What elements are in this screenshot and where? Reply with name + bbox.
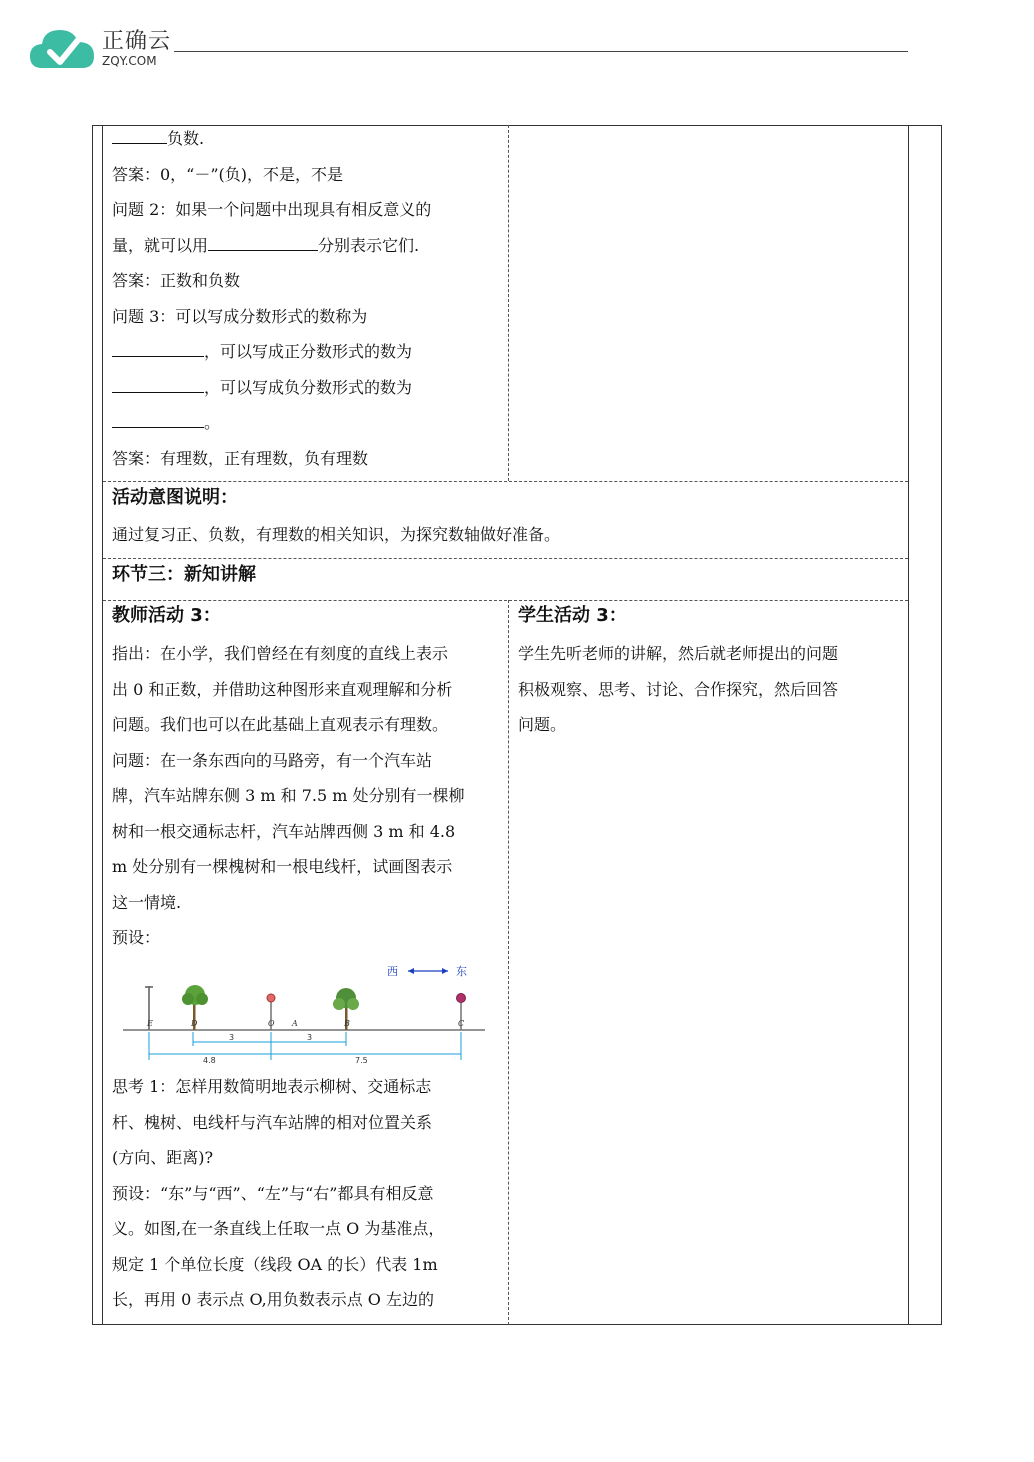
answer-2: 答案：正数和负数: [112, 271, 241, 290]
question-2-line-1: 问题 2：如果一个问题中出现具有相反意义的: [112, 200, 432, 219]
number-line-diagram: [115, 960, 495, 1070]
header-rule: [174, 51, 908, 52]
text-line: 问题。我们也可以在此基础上直观表示有理数。: [112, 715, 449, 734]
top-left-cell: [112, 121, 431, 476]
continued-text: 负数.: [167, 129, 205, 148]
text-line: 预设：“东”与“西”、“左”与“右”都具有相反意: [112, 1183, 434, 1203]
table-inner-left-border: [102, 125, 103, 1325]
text-line: 积极观察、思考、讨论、合作探究，然后回答: [518, 679, 839, 699]
cloud-check-logo-icon: [28, 22, 98, 74]
text-line: 出 0 和正数，并借助这种图形来直观理解和分析: [112, 679, 453, 699]
question-3-line-2: ，可以写成正分数形式的数为: [204, 342, 413, 361]
logo-domain: ZQY.COM: [102, 54, 157, 68]
dimension-label-oc: 7.5: [355, 1056, 368, 1065]
question-2-head: 量，就可以用: [112, 235, 209, 255]
point-label-e: E: [147, 1019, 153, 1028]
text-line: 树和一根交通标志杆，汽车站牌西侧 3 m 和 4.8: [112, 821, 456, 841]
student-activity-title: 学生活动 3：: [518, 605, 627, 626]
text-line: 问题：在一条东西向的马路旁，有一个汽车站: [112, 750, 433, 770]
column-divider-bottom: [508, 600, 509, 1325]
teacher-activity-body-continued: [112, 1069, 444, 1318]
page-header: [28, 20, 888, 80]
text-line: 这一情境.: [112, 892, 182, 912]
answer-1: 答案：0，“－”(负)，不是，不是: [112, 164, 344, 184]
column-divider-top: [508, 125, 509, 481]
text-line: 问题。: [518, 715, 567, 734]
row-divider: [103, 600, 908, 601]
point-label-o: O: [268, 1019, 275, 1028]
question-3-line-3: ，可以写成负分数形式的数为: [204, 377, 413, 397]
teacher-activity-title: 教师活动 3：: [112, 605, 221, 626]
table-inner-right-border: [908, 125, 909, 1325]
point-label-b: B: [344, 1019, 350, 1028]
intent-body: 通过复习正、负数，有理数的相关知识，为探究数轴做好准备。: [112, 525, 561, 544]
dimension-label-do: 3: [229, 1033, 235, 1042]
point-label-c: C: [458, 1019, 465, 1028]
intent-title: 活动意图说明：: [112, 487, 238, 508]
text-line: 义。如图,在一条直线上任取一点 O 为基准点，: [112, 1219, 445, 1238]
student-activity-body: [518, 636, 838, 743]
text-line: m 处分别有一棵槐树和一根电线杆，试画图表示: [112, 857, 453, 876]
question-2-tail: 分别表示它们.: [318, 235, 420, 255]
question-3-line-4: 。: [204, 413, 221, 432]
east-label: 东: [456, 965, 467, 978]
text-line: 学生先听老师的讲解，然后就老师提出的问题: [518, 644, 839, 663]
text-line: 思考 1：怎样用数简明地表示柳树、交通标志: [112, 1077, 432, 1096]
teacher-activity-body: [112, 636, 465, 956]
question-3-line-1: 问题 3：可以写成分数形式的数称为: [112, 306, 368, 326]
west-label: 西: [387, 965, 398, 978]
dimension-label-ob: 3: [307, 1033, 313, 1042]
text-line: 牌，汽车站牌东侧 3 m 和 7.5 m 处分别有一棵柳: [112, 786, 465, 805]
text-line: 指出：在小学，我们曾经在有刻度的直线上表示: [112, 644, 449, 663]
dimension-label-eo: 4.8: [203, 1056, 216, 1065]
text-line: (方向、距离)?: [112, 1148, 214, 1167]
text-line: 长，再用 0 表示点 O,用负数表示点 O 左边的: [112, 1290, 434, 1309]
logo-text: 正确云: [102, 29, 172, 54]
point-label-a: A: [292, 1019, 298, 1028]
text-line: 预设：: [112, 928, 161, 947]
answer-3: 答案：有理数，正有理数，负有理数: [112, 448, 369, 468]
text-line: 杆、槐树、电线杆与汽车站牌的相对位置关系: [112, 1112, 433, 1132]
section-title: 环节三：新知讲解: [112, 564, 256, 585]
text-line: 规定 1 个单位长度（线段 OA 的长）代表 1m: [112, 1254, 438, 1274]
dimension-lines: [149, 1032, 461, 1060]
point-label-d: D: [191, 1019, 198, 1028]
